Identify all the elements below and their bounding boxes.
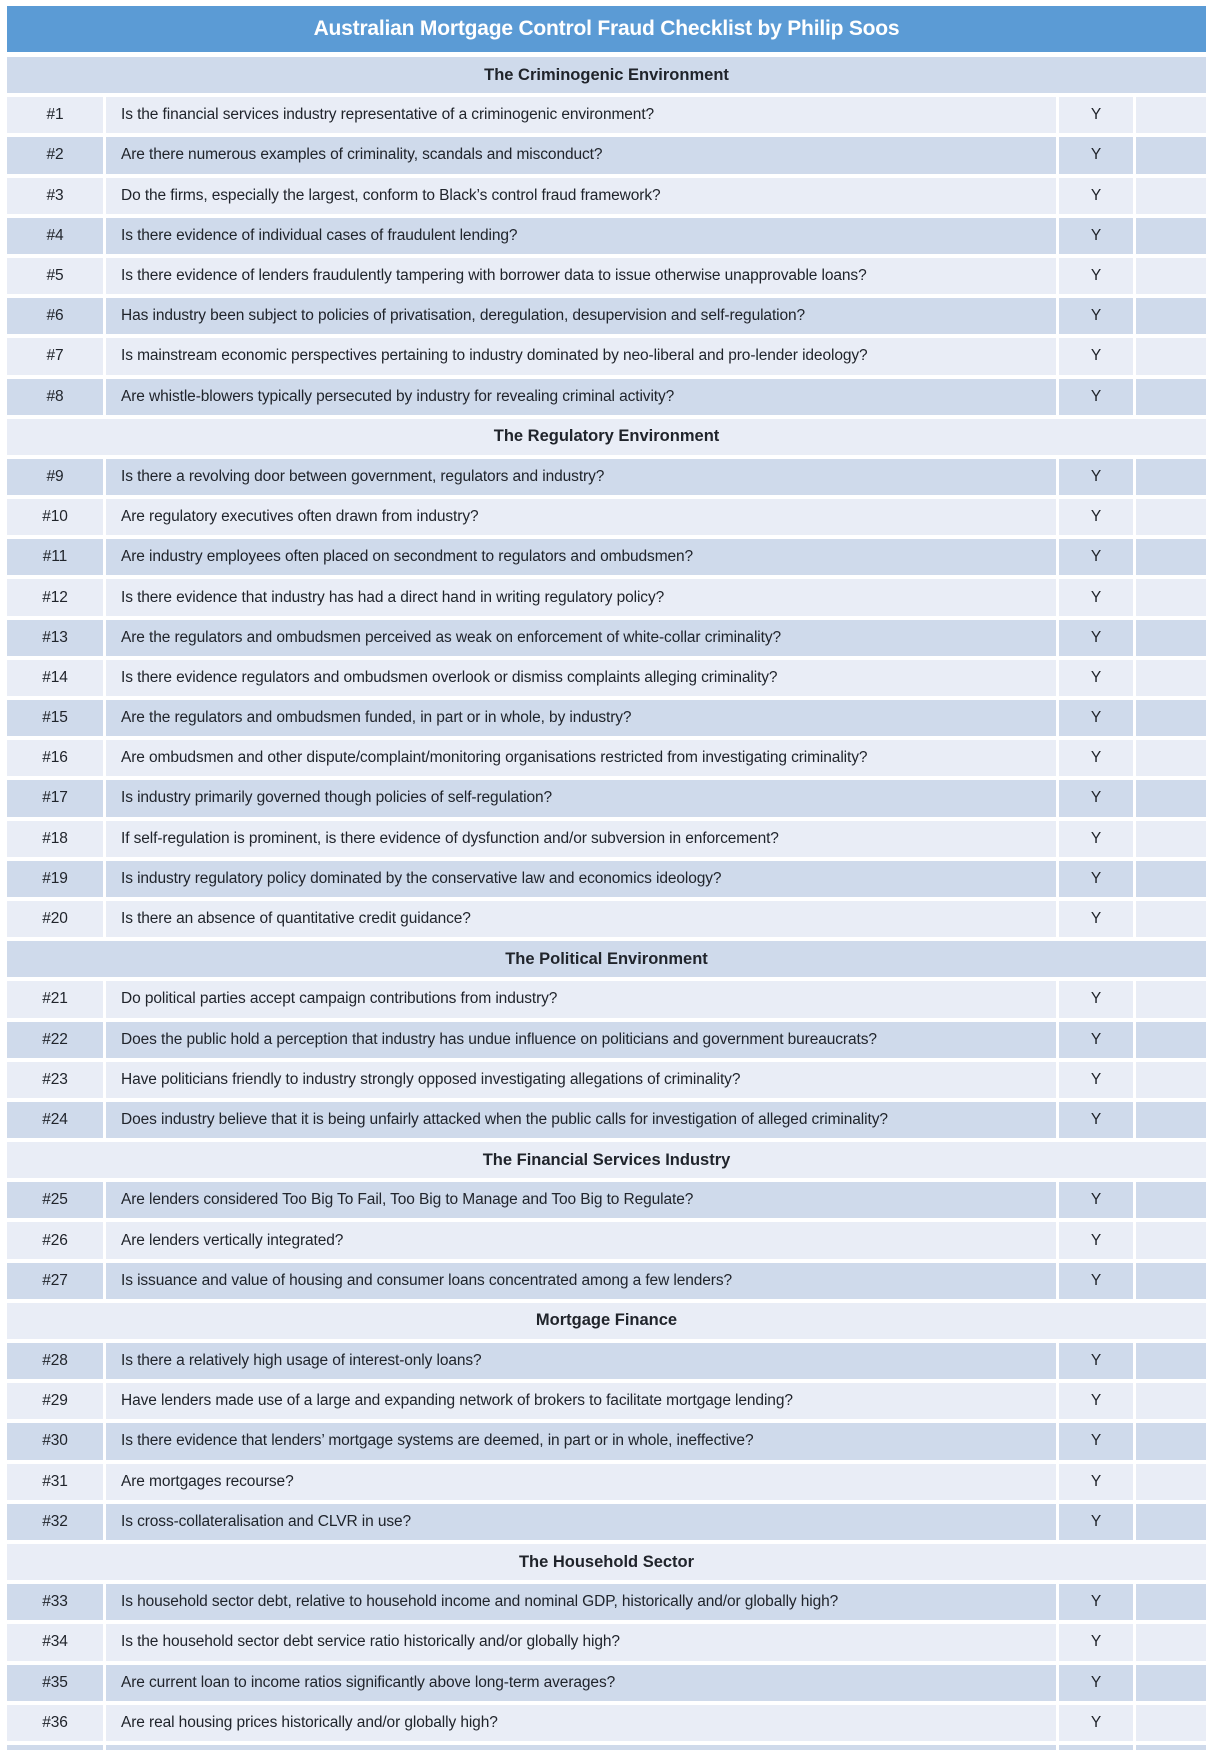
- row-number: #18: [7, 821, 103, 857]
- row-answer: Y: [1059, 1263, 1133, 1299]
- row-question: Are industry employees often placed on secondment to regulators and ombudsmen?: [106, 539, 1056, 575]
- row-notes-cell: [1136, 740, 1206, 776]
- row-answer: Y: [1059, 1423, 1133, 1459]
- row-answer: Y: [1059, 1182, 1133, 1218]
- section-heading: The Household Sector: [518, 1552, 695, 1571]
- row-question: Are the regulators and ombudsmen perceived as weak on enforcement of white-collar criminality?: [106, 620, 1056, 656]
- table-row: [7, 218, 1206, 254]
- row-question: Is there evidence that industry has had a direct hand in writing regulatory policy?: [106, 579, 1056, 615]
- row-answer: Y: [1059, 579, 1133, 615]
- row-notes-cell: [1136, 1102, 1206, 1138]
- table-row: [7, 1423, 1206, 1459]
- row-answer: Y: [1059, 338, 1133, 374]
- row-answer: Y: [1059, 1464, 1133, 1500]
- section-row: [7, 1303, 1206, 1339]
- row-answer: Y: [1059, 740, 1133, 776]
- cropped-row: [7, 1745, 1206, 1750]
- row-answer: Y: [1059, 218, 1133, 254]
- row-notes-cell: [1136, 137, 1206, 173]
- row-question: Do political parties accept campaign contributions from industry?: [106, 981, 1056, 1017]
- row-notes-cell: [1136, 1182, 1206, 1218]
- row-notes-cell: [1136, 660, 1206, 696]
- row-notes-cell: [1136, 258, 1206, 294]
- row-answer: Y: [1059, 821, 1133, 857]
- table-row: [7, 579, 1206, 615]
- row-notes-cell: [1136, 1665, 1206, 1701]
- table-row: [7, 740, 1206, 776]
- row-question: Is there an absence of quantitative credit guidance?: [106, 901, 1056, 937]
- table-row: [7, 298, 1206, 334]
- title-bar: [7, 6, 1206, 52]
- row-answer: Y: [1059, 700, 1133, 736]
- row-number: #22: [7, 1022, 103, 1058]
- row-notes-cell: [1136, 981, 1206, 1017]
- section-row: [7, 419, 1206, 455]
- row-number: #1: [7, 97, 103, 133]
- table-row: [7, 1343, 1206, 1379]
- row-number: #15: [7, 700, 103, 736]
- row-answer: Y: [1059, 780, 1133, 816]
- section-heading: Mortgage Finance: [535, 1311, 678, 1330]
- table-row: [7, 700, 1206, 736]
- row-notes-cell: [1136, 1062, 1206, 1098]
- row-notes-cell: [1136, 1343, 1206, 1379]
- row-notes-cell: [1136, 1263, 1206, 1299]
- row-answer: Y: [1059, 298, 1133, 334]
- row-question: Is mainstream economic perspectives pertaining to industry dominated by neo-liberal and pro-lender ideology?: [106, 338, 1056, 374]
- row-notes-cell: [1136, 1222, 1206, 1258]
- row-answer: Y: [1059, 258, 1133, 294]
- row-question: Is there a relatively high usage of interest-only loans?: [106, 1343, 1056, 1379]
- row-question: Is household sector debt, relative to household income and nominal GDP, historically and/or globally high?: [106, 1584, 1056, 1620]
- table-row: [7, 1383, 1206, 1419]
- row-notes-cell: [1136, 1383, 1206, 1419]
- row-number: #29: [7, 1383, 103, 1419]
- row-question: Are regulatory executives often drawn from industry?: [106, 499, 1056, 535]
- row-number: #7: [7, 338, 103, 374]
- row-question: Is there evidence that lenders’ mortgage systems are deemed, in part or in whole, ineffective?: [106, 1423, 1056, 1459]
- row-number: #4: [7, 218, 103, 254]
- row-question: Have lenders made use of a large and expanding network of brokers to facilitate mortgage lending?: [106, 1383, 1056, 1419]
- row-question: Is the household sector debt service ratio historically and/or globally high?: [106, 1624, 1056, 1660]
- row-question: Is cross-collateralisation and CLVR in use?: [106, 1504, 1056, 1540]
- row-answer: Y: [1059, 97, 1133, 133]
- section-heading: The Regulatory Environment: [493, 427, 720, 446]
- table-row: [7, 620, 1206, 656]
- row-number: #32: [7, 1504, 103, 1540]
- row-answer: Y: [1059, 1383, 1133, 1419]
- row-question: Is issuance and value of housing and consumer loans concentrated among a few lenders?: [106, 1263, 1056, 1299]
- row-question: Does industry believe that it is being unfairly attacked when the public calls for investigation of alleged criminality?: [106, 1102, 1056, 1138]
- row-answer: Y: [1059, 901, 1133, 937]
- row-number: #12: [7, 579, 103, 615]
- row-answer: Y: [1059, 981, 1133, 1017]
- row-answer: Y: [1059, 1665, 1133, 1701]
- section-heading: The Criminogenic Environment: [484, 65, 729, 84]
- row-number: #28: [7, 1343, 103, 1379]
- row-answer: Y: [1059, 1102, 1133, 1138]
- row-number: #8: [7, 379, 103, 415]
- table-row: [7, 1102, 1206, 1138]
- row-question: Is there evidence of lenders fraudulently tampering with borrower data to issue otherwise unapprovable loans?: [106, 258, 1056, 294]
- row-notes-cell: [1136, 901, 1206, 937]
- row-number: #10: [7, 499, 103, 535]
- row-number: #35: [7, 1665, 103, 1701]
- row-question: Is industry regulatory policy dominated by the conservative law and economics ideology?: [106, 861, 1056, 897]
- row-number: #9: [7, 459, 103, 495]
- table-row: [7, 1263, 1206, 1299]
- row-number: #30: [7, 1423, 103, 1459]
- row-question: Are mortgages recourse?: [106, 1464, 1056, 1500]
- table-row: [7, 499, 1206, 535]
- row-question: Have politicians friendly to industry strongly opposed investigating allegations of criminality?: [106, 1062, 1056, 1098]
- row-answer: Y: [1059, 861, 1133, 897]
- row-question: Are real housing prices historically and/or globally high?: [106, 1705, 1056, 1741]
- row-answer: Y: [1059, 379, 1133, 415]
- row-answer: Y: [1059, 1222, 1133, 1258]
- checklist-table: [7, 57, 1206, 1750]
- row-number: #2: [7, 137, 103, 173]
- row-question: Are lenders vertically integrated?: [106, 1222, 1056, 1258]
- row-number: #24: [7, 1102, 103, 1138]
- row-notes-cell: [1136, 1022, 1206, 1058]
- table-row: [7, 981, 1206, 1017]
- section-heading: The Political Environment: [505, 949, 708, 968]
- section-row: [7, 57, 1206, 93]
- row-answer: Y: [1059, 137, 1133, 173]
- row-question: Do the firms, especially the largest, conform to Black’s control fraud framework?: [106, 178, 1056, 214]
- row-question: Are whistle-blowers typically persecuted by industry for revealing criminal activity?: [106, 379, 1056, 415]
- row-question: Is there evidence of individual cases of fraudulent lending?: [106, 218, 1056, 254]
- row-answer: Y: [1059, 1022, 1133, 1058]
- row-question: Does the public hold a perception that industry has undue influence on politicians and government bureaucrats?: [106, 1022, 1056, 1058]
- row-number: #6: [7, 298, 103, 334]
- table-row: [7, 1222, 1206, 1258]
- row-notes-cell: [1136, 821, 1206, 857]
- row-notes-cell: [1136, 178, 1206, 214]
- row-number: #21: [7, 981, 103, 1017]
- table-row: [7, 821, 1206, 857]
- row-number: #17: [7, 780, 103, 816]
- row-notes-cell: [1136, 459, 1206, 495]
- row-answer: Y: [1059, 1343, 1133, 1379]
- table-row: [7, 1624, 1206, 1660]
- section-heading: The Financial Services Industry: [482, 1150, 731, 1169]
- cropped-cell: [106, 1745, 1056, 1750]
- row-number: #20: [7, 901, 103, 937]
- row-notes-cell: [1136, 1504, 1206, 1540]
- section-row: [7, 1142, 1206, 1178]
- row-notes-cell: [1136, 539, 1206, 575]
- table-row: [7, 459, 1206, 495]
- row-number: #11: [7, 539, 103, 575]
- row-answer: Y: [1059, 499, 1133, 535]
- row-answer: Y: [1059, 620, 1133, 656]
- table-row: [7, 258, 1206, 294]
- table-row: [7, 1504, 1206, 1540]
- row-number: #31: [7, 1464, 103, 1500]
- row-question: Are lenders considered Too Big To Fail, Too Big to Manage and Too Big to Regulate?: [106, 1182, 1056, 1218]
- table-row: [7, 379, 1206, 415]
- table-row: [7, 338, 1206, 374]
- row-number: #34: [7, 1624, 103, 1660]
- table-row: [7, 1182, 1206, 1218]
- row-question: Has industry been subject to policies of privatisation, deregulation, desupervision and self-regulation?: [106, 298, 1056, 334]
- row-answer: Y: [1059, 459, 1133, 495]
- row-question: If self-regulation is prominent, is there evidence of dysfunction and/or subversion in enforcement?: [106, 821, 1056, 857]
- row-notes-cell: [1136, 620, 1206, 656]
- cropped-cell: [7, 1745, 103, 1750]
- table-row: [7, 780, 1206, 816]
- table-row: [7, 1665, 1206, 1701]
- row-notes-cell: [1136, 861, 1206, 897]
- row-number: #13: [7, 620, 103, 656]
- row-question: Are ombudsmen and other dispute/complaint/monitoring organisations restricted from investigating criminality?: [106, 740, 1056, 776]
- row-number: #16: [7, 740, 103, 776]
- table-row: [7, 539, 1206, 575]
- row-notes-cell: [1136, 1584, 1206, 1620]
- row-notes-cell: [1136, 97, 1206, 133]
- row-number: #3: [7, 178, 103, 214]
- row-notes-cell: [1136, 1423, 1206, 1459]
- row-answer: Y: [1059, 1705, 1133, 1741]
- section-row: [7, 941, 1206, 977]
- table-row: [7, 1062, 1206, 1098]
- row-question: Is there evidence regulators and ombudsmen overlook or dismiss complaints alleging criminality?: [106, 660, 1056, 696]
- row-question: Are current loan to income ratios significantly above long-term averages?: [106, 1665, 1056, 1701]
- table-row: [7, 901, 1206, 937]
- row-number: #5: [7, 258, 103, 294]
- row-answer: Y: [1059, 1584, 1133, 1620]
- row-notes-cell: [1136, 499, 1206, 535]
- cropped-cell: [1059, 1745, 1133, 1750]
- row-notes-cell: [1136, 298, 1206, 334]
- row-notes-cell: [1136, 338, 1206, 374]
- row-answer: Y: [1059, 1062, 1133, 1098]
- row-answer: Y: [1059, 660, 1133, 696]
- row-notes-cell: [1136, 1464, 1206, 1500]
- row-notes-cell: [1136, 218, 1206, 254]
- row-notes-cell: [1136, 1705, 1206, 1741]
- row-number: #14: [7, 660, 103, 696]
- row-answer: Y: [1059, 178, 1133, 214]
- table-row: [7, 1022, 1206, 1058]
- row-answer: Y: [1059, 1504, 1133, 1540]
- row-notes-cell: [1136, 1624, 1206, 1660]
- row-notes-cell: [1136, 780, 1206, 816]
- row-question: Are there numerous examples of criminality, scandals and misconduct?: [106, 137, 1056, 173]
- row-number: #25: [7, 1182, 103, 1218]
- page-title: Australian Mortgage Control Fraud Checklist by Philip Soos: [313, 17, 900, 40]
- row-question: Are the regulators and ombudsmen funded, in part or in whole, by industry?: [106, 700, 1056, 736]
- row-number: #27: [7, 1263, 103, 1299]
- table-row: [7, 97, 1206, 133]
- table-row: [7, 660, 1206, 696]
- row-notes-cell: [1136, 379, 1206, 415]
- row-question: Is the financial services industry representative of a criminogenic environment?: [106, 97, 1056, 133]
- section-row: [7, 1544, 1206, 1580]
- row-notes-cell: [1136, 700, 1206, 736]
- cropped-cell: [1136, 1745, 1206, 1750]
- table-row: [7, 178, 1206, 214]
- row-answer: Y: [1059, 1624, 1133, 1660]
- table-row: [7, 137, 1206, 173]
- table-row: [7, 1705, 1206, 1741]
- row-question: Is there a revolving door between government, regulators and industry?: [106, 459, 1056, 495]
- row-number: #33: [7, 1584, 103, 1620]
- row-number: #26: [7, 1222, 103, 1258]
- row-answer: Y: [1059, 539, 1133, 575]
- row-number: #36: [7, 1705, 103, 1741]
- table-row: [7, 1584, 1206, 1620]
- row-number: #23: [7, 1062, 103, 1098]
- row-notes-cell: [1136, 579, 1206, 615]
- table-row: [7, 1464, 1206, 1500]
- row-number: #19: [7, 861, 103, 897]
- row-question: Is industry primarily governed though policies of self-regulation?: [106, 780, 1056, 816]
- table-row: [7, 861, 1206, 897]
